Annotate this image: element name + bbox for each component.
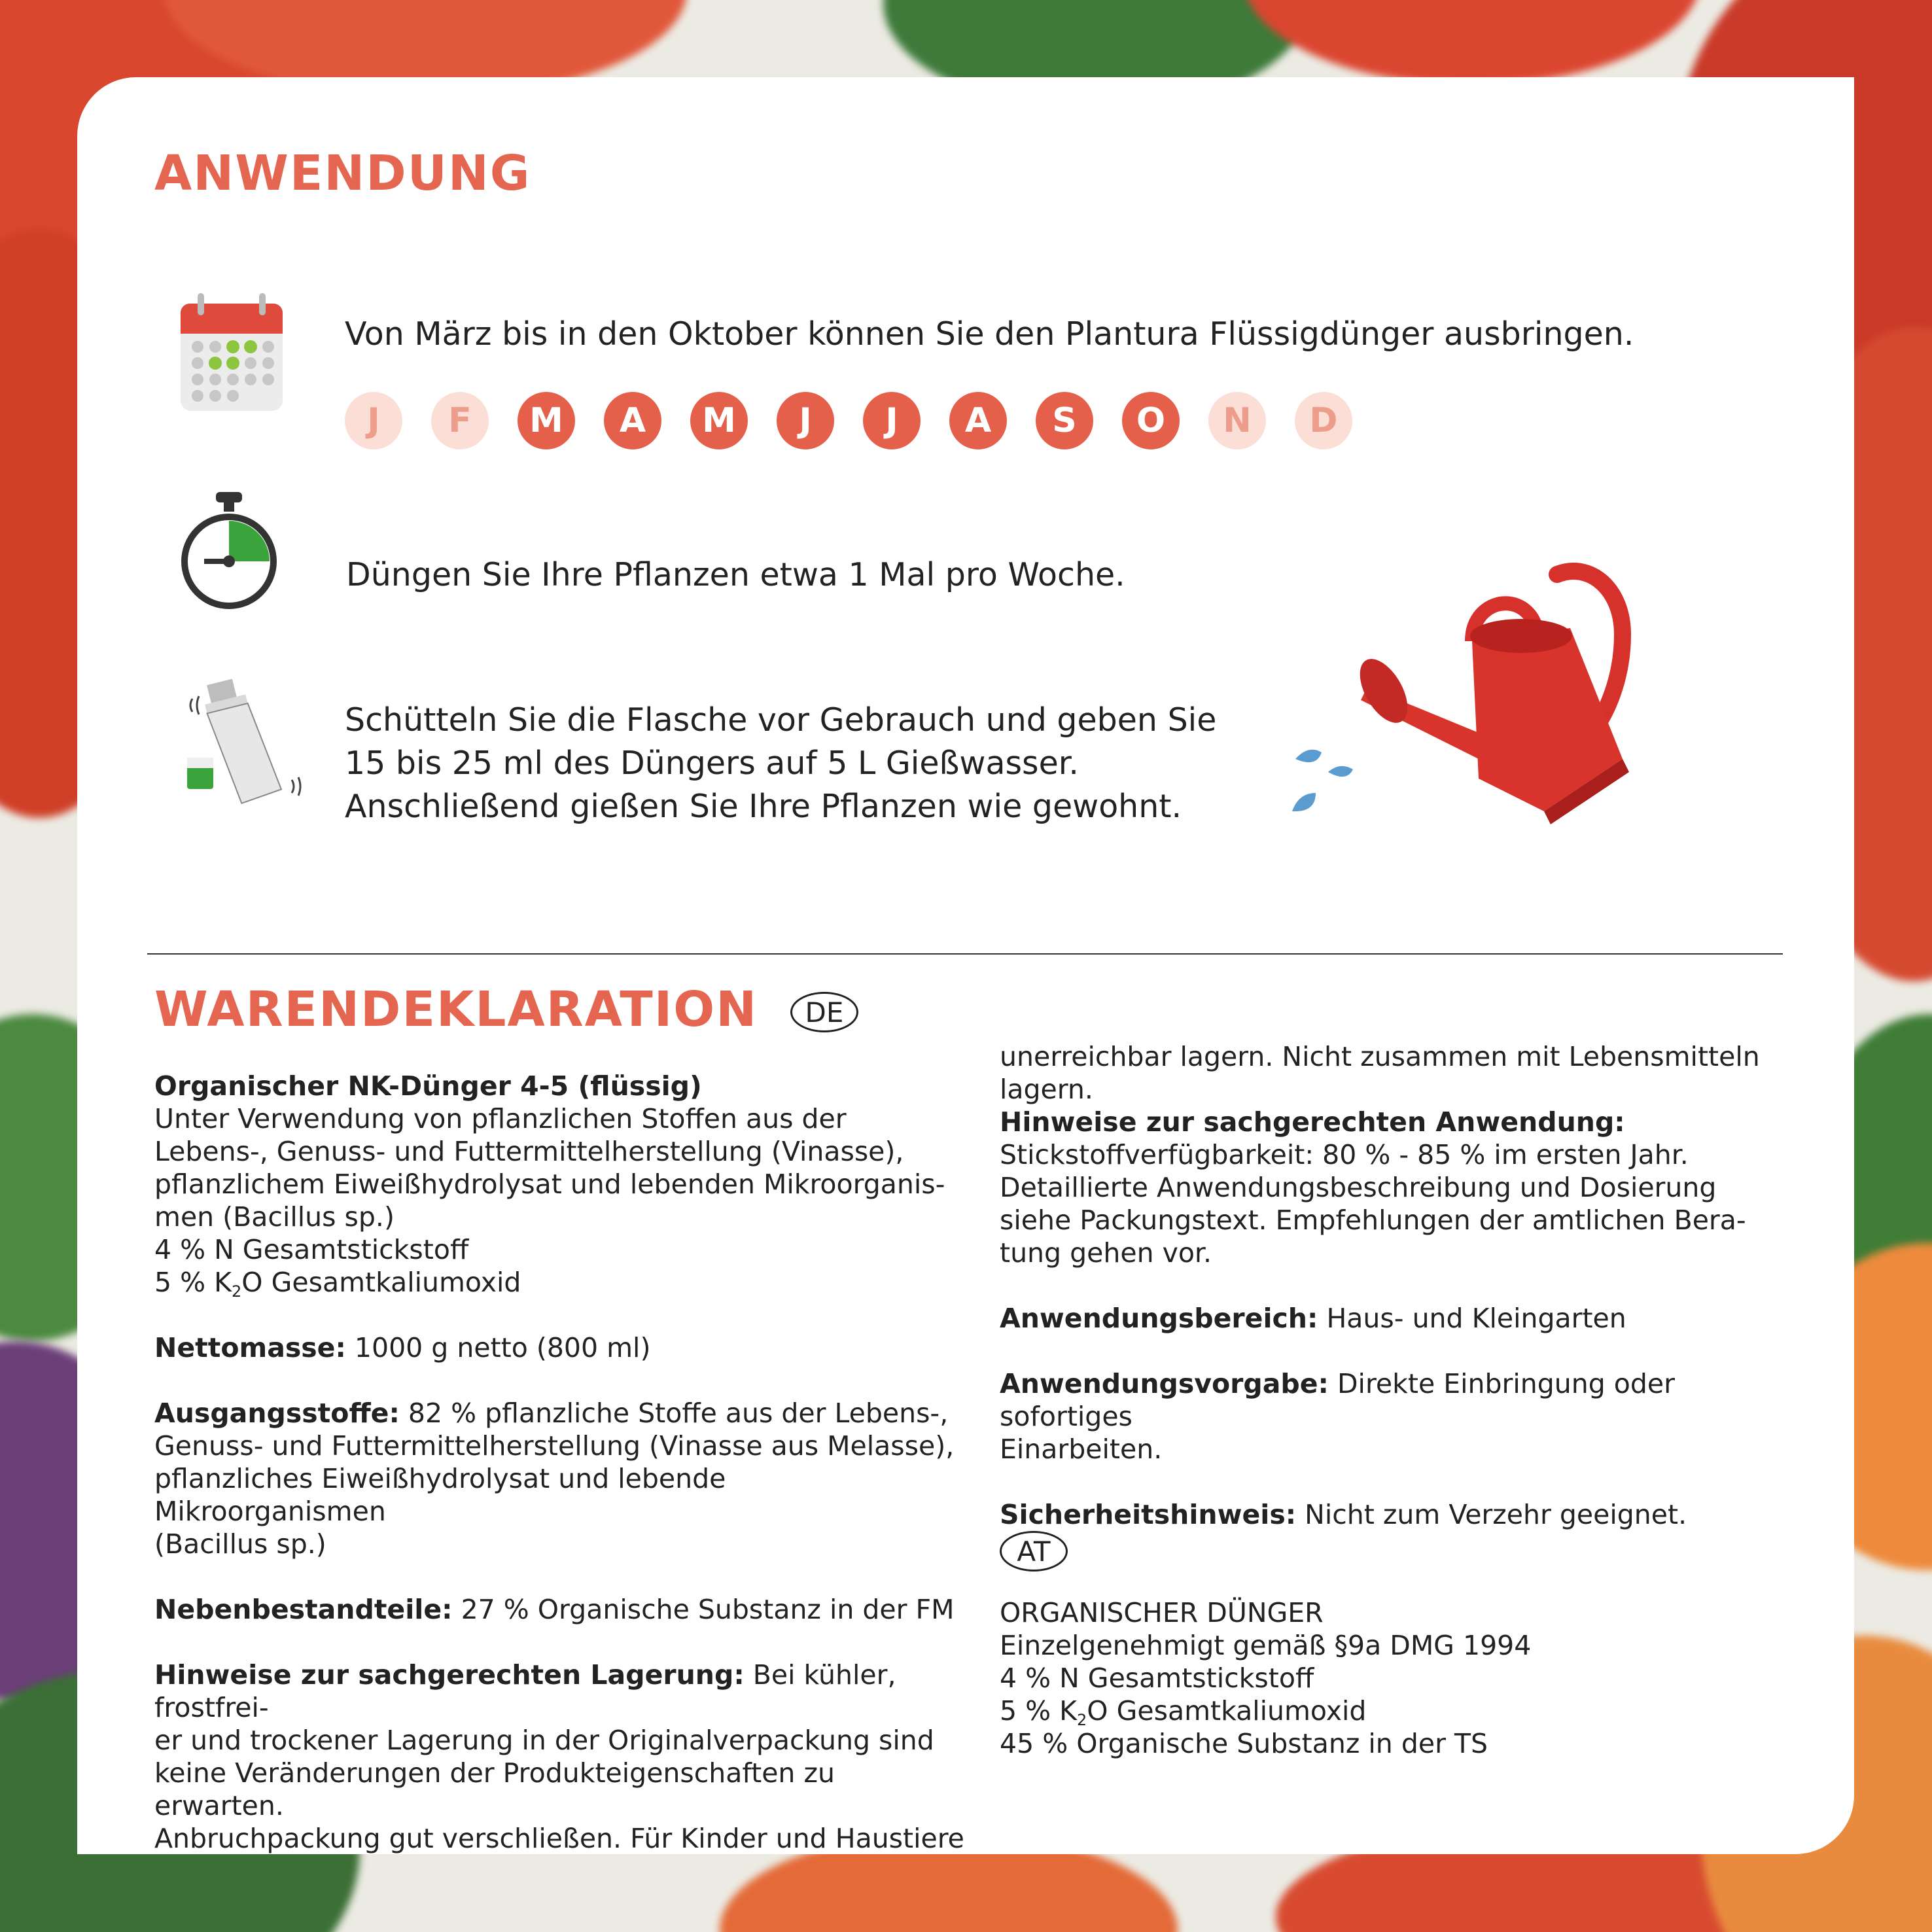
month-2-inactive: F — [431, 392, 489, 449]
safety-line: Sicherheitshinweis: Nicht zum Verzehr geeignet. — [1000, 1499, 1687, 1530]
anwendung-hint-line: Detaillierte Anwendungsbeschreibung und Dosierung — [1000, 1172, 1717, 1203]
dosage-line-2: 15 bis 25 ml des Düngers auf 5 L Gießwasser. — [345, 745, 1079, 782]
watering-can-illustration — [1282, 563, 1675, 851]
month-9-active: S — [1036, 392, 1093, 449]
vorgabe-line: Anwendungsvorgabe: Direkte Einbringung oder sofortiges — [1000, 1368, 1675, 1432]
declaration-left-column — [154, 1070, 966, 1855]
anwendung-hint-line: tung gehen vor. — [1000, 1237, 1212, 1269]
potassium-line: 5 % $K_2O$ Gesamtkaliumoxid — [154, 1267, 521, 1301]
month-4-active: A — [604, 392, 661, 449]
at-potassium-line: 5 % $K_2O$ Gesamtkaliumoxid — [1000, 1695, 1367, 1729]
month-6-active: J — [777, 392, 834, 449]
calendar-text: Von März bis in den Oktober können Sie den Plantura Flüssigdünger ausbringen. — [345, 315, 1634, 353]
at-line: 4 % N Gesamtstickstoff — [1000, 1662, 1314, 1694]
dosage-line-1: Schütteln Sie die Flasche vor Gebrauch und geben Sie — [345, 701, 1217, 739]
lager-line: Hinweise zur sachgerechten Lagerung: Bei kühler, frostfrei- — [154, 1659, 896, 1723]
month-12-inactive: D — [1295, 392, 1352, 449]
austria-declaration — [1000, 1596, 1785, 1760]
nitrogen-line: 4 % N Gesamtstickstoff — [154, 1234, 469, 1265]
intro-line: Lebens-, Genuss- und Futtermittelherstellung (Vinasse), — [154, 1136, 904, 1167]
section-title-anwendung: ANWENDUNG — [154, 145, 531, 202]
declaration-right-column — [1000, 1040, 1785, 1531]
vorgabe-line: Einarbeiten. — [1000, 1433, 1163, 1465]
dosage-line-3: Anschließend gießen Sie Ihre Pflanzen wie gewohnt. — [345, 788, 1182, 825]
country-badge-at: AT — [1000, 1531, 1068, 1572]
country-badge-de: DE — [790, 992, 858, 1032]
at-line: 45 % Organische Substanz in der TS — [1000, 1728, 1488, 1759]
frequency-text: Düngen Sie Ihre Pflanzen etwa 1 Mal pro Woche. — [346, 556, 1125, 593]
shake-bottle-icon — [183, 673, 305, 807]
ausgang-line: Genuss- und Futtermittelherstellung (Vinasse aus Melasse), — [154, 1430, 955, 1462]
calendar-icon — [178, 293, 285, 413]
intro-line: Unter Verwendung von pflanzlichen Stoffen aus der — [154, 1103, 847, 1134]
ausgang-line: (Bacillus sp.) — [154, 1528, 326, 1560]
month-3-active: M — [518, 392, 575, 449]
stopwatch-icon — [178, 492, 280, 611]
intro-line: men (Bacillus sp.) — [154, 1201, 395, 1233]
product-name: Organischer NK-Dünger 4-5 (flüssig) — [154, 1070, 702, 1102]
anwendung-hint-line: Stickstoffverfügbarkeit: 80 % - 85 % im ersten Jahr. — [1000, 1139, 1689, 1170]
at-line: Einzelgenehmigt gemäß §9a DMG 1994 — [1000, 1630, 1532, 1661]
ausgang-line: pflanzliches Eiweißhydrolysat und lebende Mikroorganismen — [154, 1463, 726, 1527]
netto-line: Nettomasse: 1000 g netto (800 ml) — [154, 1332, 651, 1363]
ausgang-line: Ausgangsstoffe: 82 % pflanzliche Stoffe aus der Lebens-, — [154, 1397, 949, 1429]
bereich-line: Anwendungsbereich: Haus- und Kleingarten — [1000, 1303, 1626, 1334]
section-divider — [147, 953, 1783, 955]
anwendung-hint-label: Hinweise zur sachgerechten Anwendung: — [1000, 1106, 1625, 1138]
lager-line: er und trockener Lagerung in der Originalverpackung sind — [154, 1725, 934, 1756]
month-8-active: A — [949, 392, 1007, 449]
section-title-warendeklaration: WARENDEKLARATION — [154, 981, 758, 1038]
at-line: ORGANISCHER DÜNGER — [1000, 1597, 1324, 1628]
lager-line: Anbruchpackung gut verschließen. Für Kinder und Haustiere — [154, 1823, 964, 1854]
month-10-active: O — [1122, 392, 1180, 449]
lager-cont-line: lagern. — [1000, 1074, 1093, 1105]
lager-line: keine Veränderungen der Produkteigenschaften zu erwarten. — [154, 1757, 835, 1821]
month-7-active: J — [863, 392, 921, 449]
month-11-inactive: N — [1208, 392, 1266, 449]
month-row — [345, 392, 1352, 449]
month-5-active: M — [690, 392, 748, 449]
intro-line: pflanzlichem Eiweißhydrolysat und lebenden Mikroorganis- — [154, 1168, 945, 1200]
anwendung-hint-line: siehe Packungstext. Empfehlungen der amtlichen Bera- — [1000, 1204, 1746, 1236]
lager-cont-line: unerreichbar lagern. Nicht zusammen mit Lebensmitteln — [1000, 1041, 1760, 1072]
month-1-inactive: J — [345, 392, 402, 449]
neben-line: Nebenbestandteile: 27 % Organische Substanz in der FM — [154, 1594, 955, 1625]
